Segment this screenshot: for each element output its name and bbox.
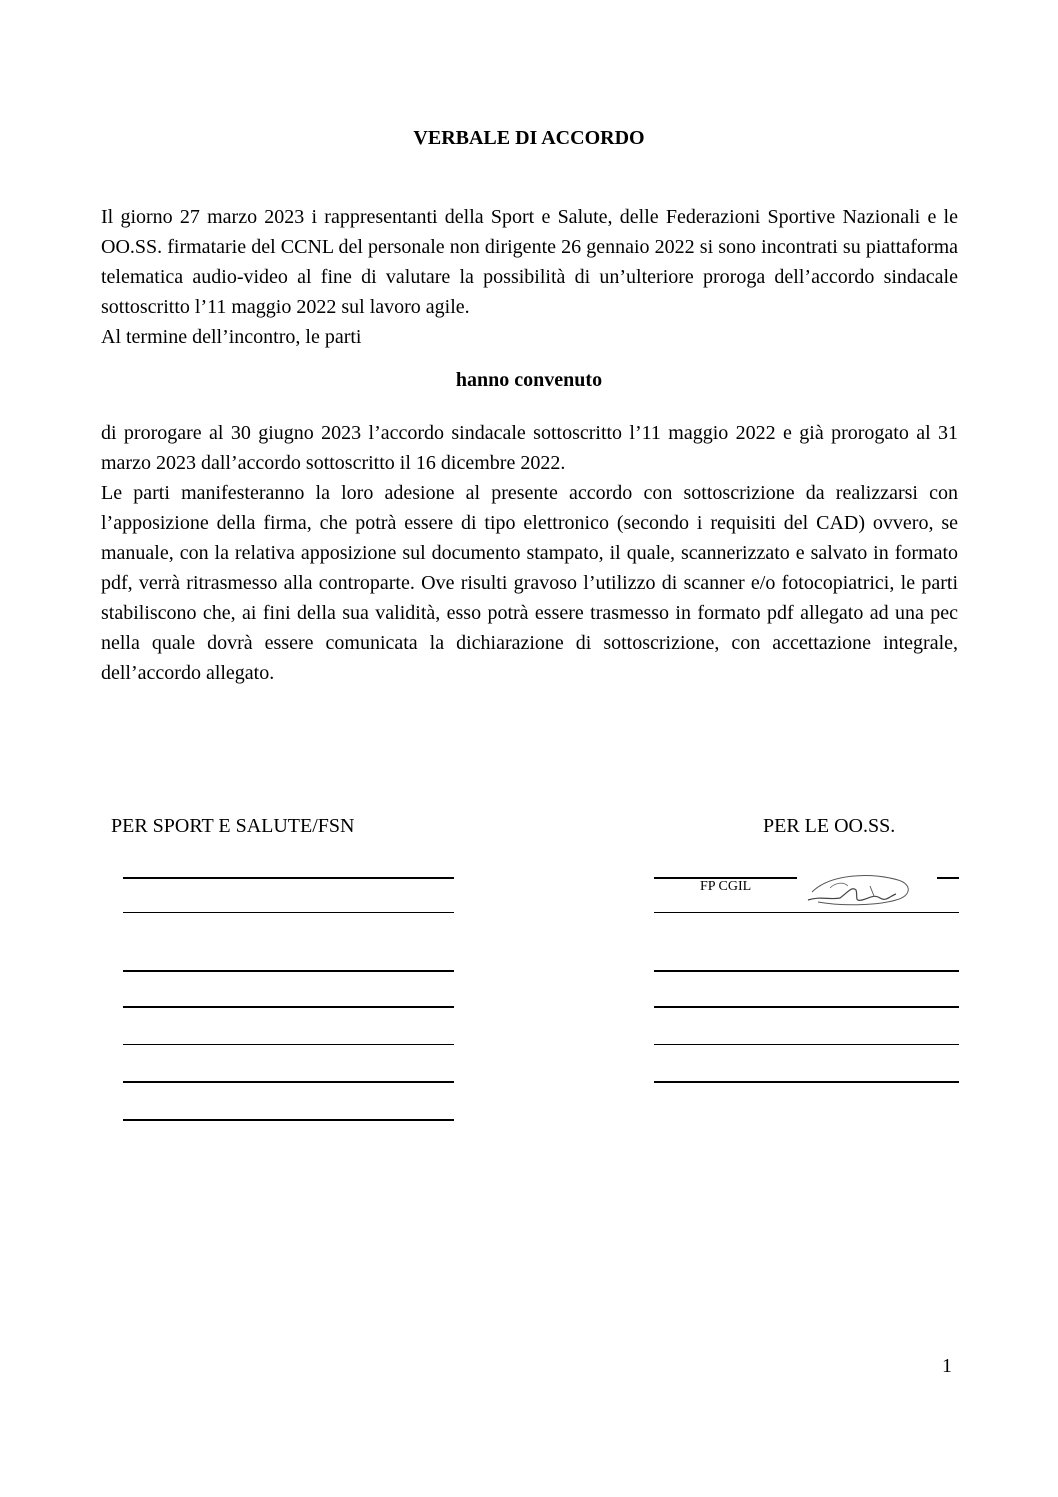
signature-line [654,970,959,972]
signature-line [123,1006,454,1008]
agreement-paragraph-2: Le parti manifesteranno la loro adesione al presente accordo con sottoscrizione da realizzarsi con l’apposizione della firma, che potrà essere di tipo elettronico (secondo i requisiti del CAD) ovvero, se manuale, con la relativa apposizione sul documento stampato, il quale, scannerizzato e salvato in formato pdf, verrà ritrasmesso alla controparte. Ove risulti gravoso l’utilizzo di scanner e/o fotocopiatrici, le parti stabiliscono che, ai fini della sua validità, esso potrà essere trasmesso in formato pdf allegato ad una pec nella quale dovrà essere comunicata la dichiarazione di sottoscrizione, con accettazione integrale, dell’accordo allegato. [101,482,958,684]
left-signatory-heading: PER SPORT E SALUTE/FSN [111,815,355,837]
agreement-subheading: hanno convenuto [455,369,603,391]
signature-line [123,912,454,913]
signature-line [654,912,959,913]
signature-line [123,1044,454,1045]
document-title: VERBALE DI ACCORDO [413,127,645,149]
agreement-paragraph-1: di prorogare al 30 giugno 2023 l’accordo sindacale sottoscritto l’11 maggio 2022 e già prorogato al 31 marzo 2023 dall’accordo sottoscritto il 16 dicembre 2022. [101,422,958,474]
page-number: 1 [942,1355,952,1377]
signature-line [937,877,959,879]
intro-closing: Al termine dell’incontro, le parti [101,326,362,348]
union-label: FP CGIL [700,879,752,894]
signature-line [123,877,454,879]
signature-line [654,1081,959,1083]
signature-line [654,1006,959,1008]
signature-line [654,1044,959,1045]
signature-line [123,970,454,972]
signature-line [123,1081,454,1083]
handwritten-signature-icon [800,870,916,910]
signature-line [123,1119,454,1121]
intro-paragraph: Il giorno 27 marzo 2023 i rappresentanti della Sport e Salute, delle Federazioni Sportive Nazionali e le OO.SS. firmatarie del CCNL del personale non dirigente 26 gennaio 2022 si sono incontrati su piattaforma telematica audio-video al fine di valutare la possibilità di un’ulteriore proroga dell’accordo sindacale sottoscritto l’11 maggio 2022 sul lavoro agile. [101,206,958,318]
right-signatory-heading: PER LE OO.SS. [763,815,896,837]
intro-section [101,202,958,352]
agreement-section [101,418,958,688]
